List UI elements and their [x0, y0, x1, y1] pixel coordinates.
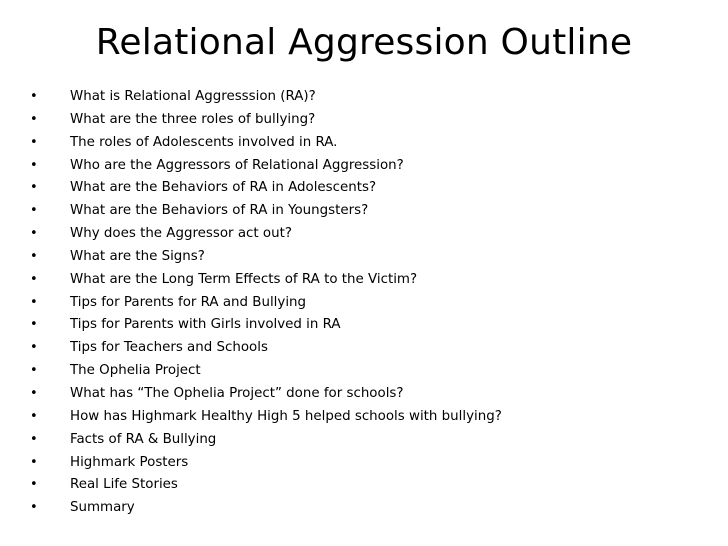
outline-item-text: Why does the Aggressor act out?: [70, 226, 292, 242]
bullet: •: [30, 431, 38, 447]
outline-item-3: [30, 132, 710, 155]
outline-item-text: Facts of RA & Bullying: [70, 431, 217, 447]
outline-item-10: [30, 292, 710, 315]
outline-item-6: [30, 200, 710, 223]
bullet: •: [30, 340, 38, 356]
outline-item-text: Who are the Aggressors of Relational Aggression?: [70, 157, 404, 173]
outline-item-18: [30, 474, 710, 497]
outline-item-4: [30, 155, 710, 178]
bullet: •: [30, 134, 38, 150]
outline-item-2: [30, 109, 710, 132]
bullet: •: [30, 500, 38, 516]
bullet: •: [30, 408, 38, 424]
outline-item-1: [30, 86, 710, 109]
outline-item-5: [30, 177, 710, 200]
outline-item-17: [30, 452, 710, 475]
outline-item-19: [30, 497, 710, 520]
outline-item-11: [30, 314, 710, 337]
outline-item-text: Tips for Parents with Girls involved in RA: [70, 317, 341, 333]
outline-item-7: [30, 223, 710, 246]
outline-item-text: What are the Behaviors of RA in Adolescents?: [70, 180, 377, 196]
outline-item-9: [30, 269, 710, 292]
outline-item-text: Real Life Stories: [70, 477, 178, 493]
outline-item-text: What are the three roles of bullying?: [70, 111, 316, 127]
outline-item-14: [30, 383, 710, 406]
bullet: •: [30, 89, 38, 104]
outline-item-text: What are the Long Term Effects of RA to the Victim?: [70, 271, 418, 287]
outline-item-15: [30, 406, 710, 429]
outline-item-8: [30, 246, 710, 269]
bullet: •: [30, 477, 38, 493]
outline-item-text: Highmark Posters: [70, 454, 189, 470]
outline-item-text: What are the Behaviors of RA in Youngsters?: [70, 203, 369, 219]
outline-item-text: Tips for Parents for RA and Bullying: [70, 294, 307, 310]
outline-item-text: The Ophelia Project: [70, 363, 201, 379]
outline-item-text: How has Highmark Healthy High 5 helped schools with bullying?: [70, 408, 502, 424]
bullet: •: [30, 248, 38, 264]
outline-item-16: [30, 429, 710, 452]
bullet: •: [30, 385, 38, 401]
outline-item-text: What is Relational Aggresssion (RA)?: [70, 89, 316, 104]
outline-item-13: [30, 360, 710, 383]
slide-title: Relational Aggression Outline: [95, 22, 633, 63]
bullet: •: [30, 111, 38, 127]
bullet: •: [30, 271, 38, 287]
bullet: •: [30, 157, 38, 173]
bullet: •: [30, 363, 38, 379]
outline-item-12: [30, 337, 710, 360]
outline-item-text: What are the Signs?: [70, 248, 205, 264]
outline-item-text: Tips for Teachers and Schools: [70, 340, 268, 356]
bullet: •: [30, 226, 38, 242]
outline-item-text: What has “The Ophelia Project” done for schools?: [70, 385, 404, 401]
bullet: •: [30, 180, 38, 196]
bullet: •: [30, 294, 38, 310]
outline-list: [30, 86, 710, 520]
outline-item-text: Summary: [70, 500, 135, 516]
outline-item-text: The roles of Adolescents involved in RA.: [70, 134, 338, 150]
bullet: •: [30, 203, 38, 219]
bullet: •: [30, 454, 38, 470]
bullet: •: [30, 317, 38, 333]
